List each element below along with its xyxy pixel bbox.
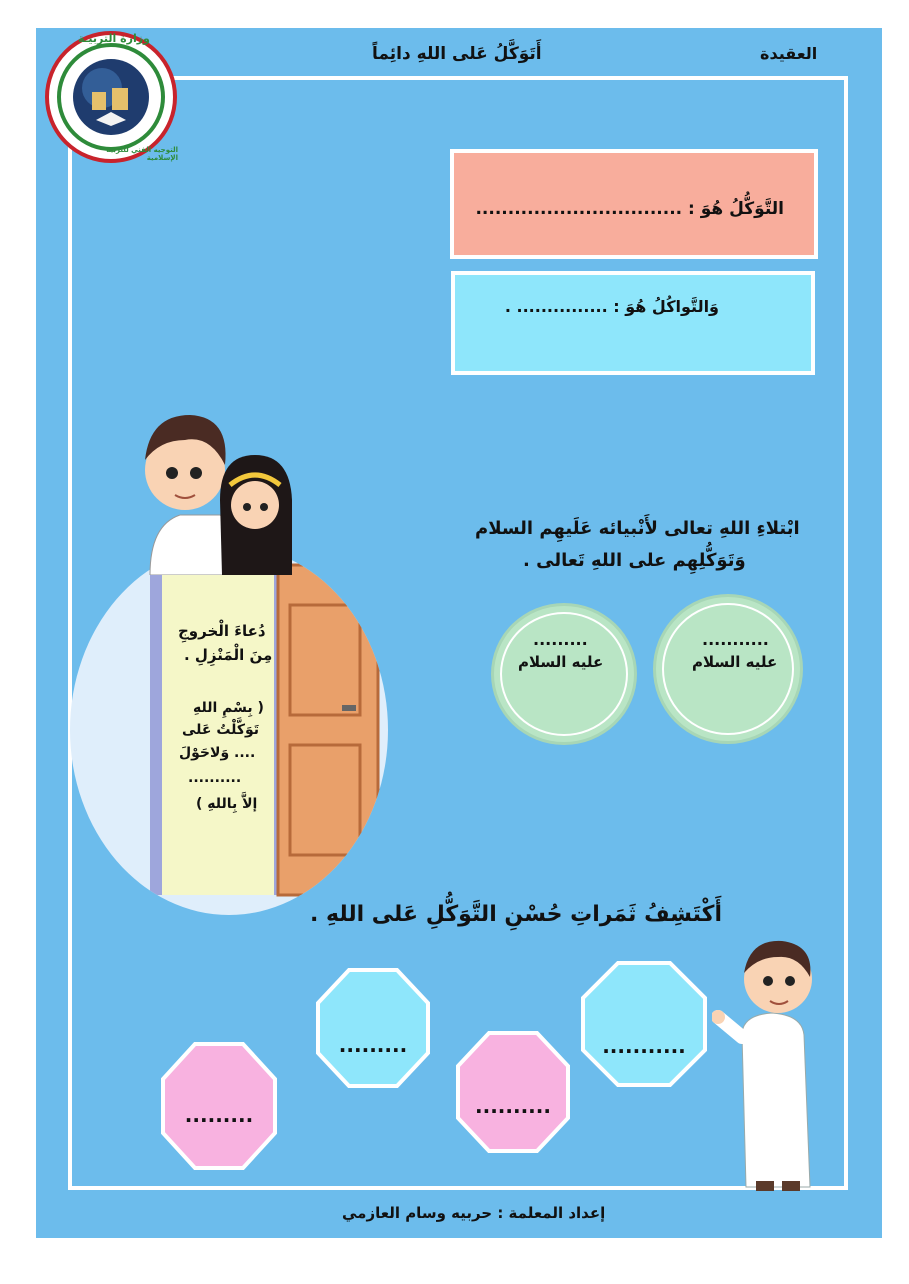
children-illustration <box>130 405 300 575</box>
fruits-heading: أَكْتَشِفُ ثَمَراتِ حُسْنِ التَّوَكُّلِ عَلى اللهِ . <box>310 902 722 927</box>
prophet-circle-left <box>491 603 637 745</box>
fruit-octagon-2-text: .......... <box>475 1094 551 1118</box>
prophets-heading-line2: وَتَوَكُّلِهِم على اللهِ تَعالى . <box>523 550 746 571</box>
fruit-octagon-3-text: ......... <box>338 1033 408 1057</box>
ministry-logo <box>44 30 178 164</box>
fruit-octagon-4 <box>160 1041 278 1171</box>
dua-line7: إلاَّ بِاللهِ ) <box>196 796 258 812</box>
page-title: أَتَوَكَّلُ عَلى اللهِ دائِماً <box>372 44 542 64</box>
dua-line2: مِنَ الْمَنْزِلِ . <box>184 646 273 664</box>
dua-line3: ( بِسْمِ اللهِ <box>193 700 264 716</box>
prophet-right-dots: ........... <box>702 630 769 649</box>
tawakkul-definition-text: التَّوَكُّلُ هُوَ : ................................ <box>475 199 784 219</box>
prophet-right-label: عليه السلام <box>692 653 778 671</box>
footer-author: إعداد المعلمة : حربيه وسام العازمي <box>342 1204 606 1222</box>
prophet-left-label: عليه السلام <box>518 653 604 671</box>
subject-label: العقيدة <box>760 44 818 63</box>
prophets-heading-line1: ابْتلاءِ اللهِ تعالى لأَنْبيائه عَلَيهِم السلام <box>475 518 800 539</box>
fruit-octagon-1-text: ........... <box>602 1034 686 1058</box>
boy-illustration <box>712 925 832 1195</box>
tawakul-definition-box <box>451 271 815 375</box>
tawakkul-definition-box <box>450 149 818 259</box>
dua-line4: تَوَكَّلْتُ عَلى <box>182 722 260 738</box>
fruit-octagon-4-text: ......... <box>184 1103 254 1127</box>
fruit-octagon-3 <box>315 967 431 1089</box>
dua-line1: دُعاءَ الْخروجِ <box>178 622 266 640</box>
logo-text-top: وزارة التربيـة <box>78 32 150 45</box>
dua-line6: .......... <box>188 770 242 786</box>
fruit-octagon-2 <box>455 1030 571 1154</box>
tawakul-definition-text: وَالتَّواكُلُ هُوَ : ............... . <box>504 297 719 316</box>
dua-line5: .... وَلاحَوْلَ <box>179 745 256 761</box>
fruit-octagon-1 <box>580 960 708 1088</box>
logo-text-bottom: التوجيه الفني للتربية الإسلامية <box>106 146 178 162</box>
prophet-left-dots: ......... <box>533 630 588 649</box>
